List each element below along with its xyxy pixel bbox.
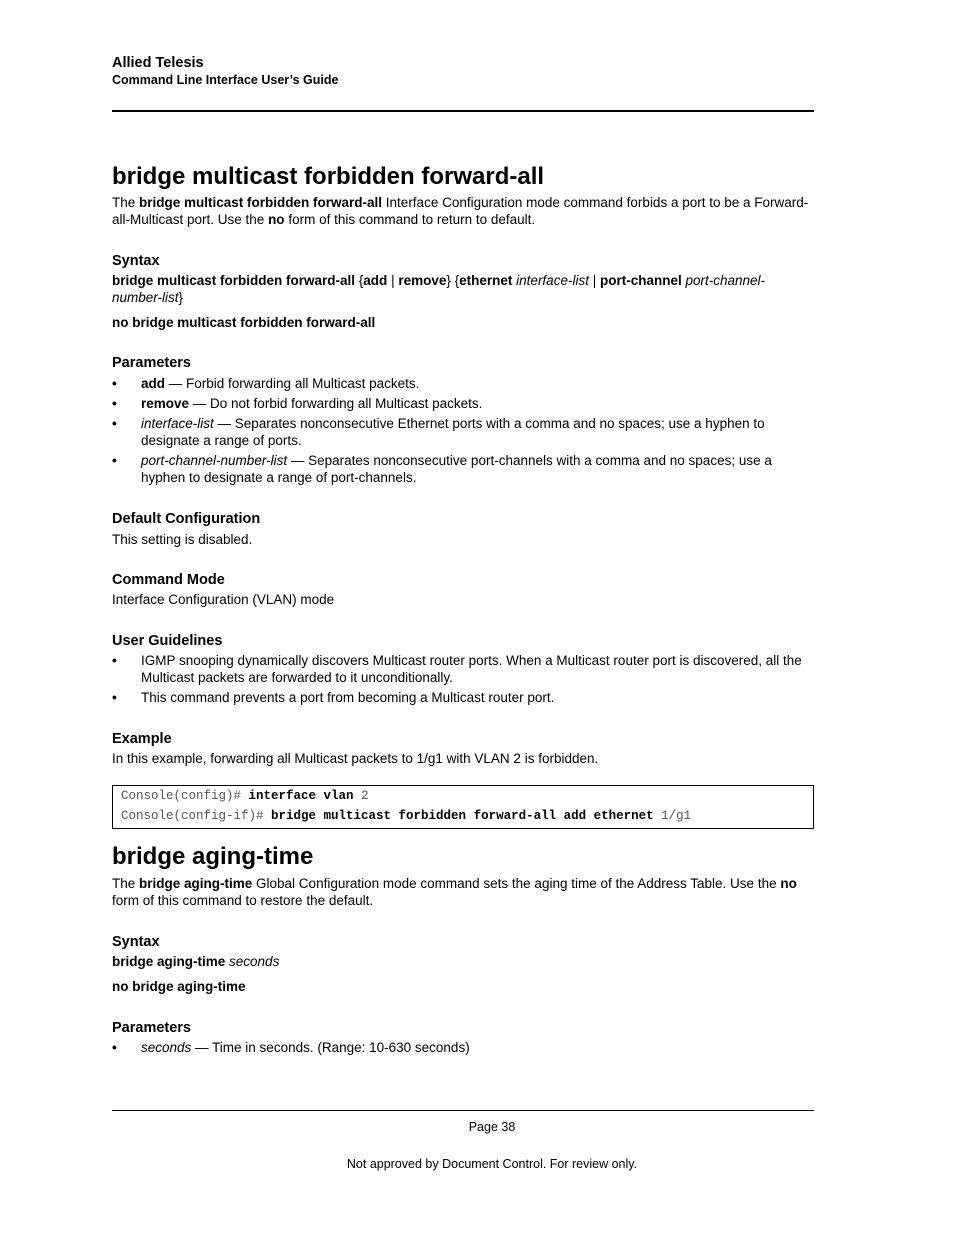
parameters-heading: Parameters xyxy=(112,355,191,371)
default-config-heading-block xyxy=(112,510,814,528)
review-notice: Not approved by Document Control. For review only. xyxy=(346,1157,638,1171)
list-item xyxy=(112,452,814,486)
intro-text: The xyxy=(112,195,140,210)
bullet-icon: • xyxy=(112,690,117,705)
intro-text: Interface Configuration mode command forbids a port to be a Forward-all-Multicast port. Use the xyxy=(112,195,809,227)
intro-text: form of this command to return to default. xyxy=(284,212,536,227)
parameters-heading: Parameters xyxy=(112,1020,191,1036)
param-term: add xyxy=(141,376,166,391)
command-mode-heading-block xyxy=(112,571,814,589)
code-argument: 1/g1 xyxy=(653,809,692,823)
intro-command: bridge multicast forbidden forward-all xyxy=(139,195,383,210)
code-argument: 2 xyxy=(353,789,369,803)
syntax-punct: | xyxy=(588,273,600,288)
syntax-arg-port-channel-list: port-channel-number-list xyxy=(112,273,766,305)
header-divider xyxy=(112,110,814,112)
param-desc: — Separates nonconsecutive Ethernet ports with a comma and no spaces; use a hyphen to designate a range of ports. xyxy=(141,416,765,448)
param-desc: — Forbid forwarding all Multicast packets. xyxy=(165,376,420,391)
param-term: port-channel-number-list xyxy=(141,453,288,468)
bullet-icon: • xyxy=(112,1040,117,1055)
section-bridge-aging-time xyxy=(112,843,814,871)
parameters-heading-block xyxy=(112,354,814,372)
syntax-punct: { xyxy=(355,273,364,288)
section-bridge-multicast-forbidden xyxy=(112,163,814,191)
example-text-block xyxy=(112,750,814,767)
example-heading-block xyxy=(112,730,814,748)
bullet-icon: • xyxy=(112,453,117,468)
no-form-line xyxy=(112,314,814,331)
intro-no-keyword: no xyxy=(268,212,285,227)
footer-divider xyxy=(112,1110,814,1111)
syntax-punct: | xyxy=(387,273,399,288)
syntax-keyword-port-channel: port-channel xyxy=(599,273,682,288)
code-prompt: Console(config)# xyxy=(121,789,249,803)
code-line xyxy=(121,787,369,805)
no-form-command: no bridge multicast forbidden forward-all xyxy=(112,315,376,330)
intro-command: bridge aging-time xyxy=(139,876,253,891)
section-intro xyxy=(112,875,814,909)
syntax-keyword-remove: remove xyxy=(398,273,447,288)
no-form-line xyxy=(112,978,814,995)
list-item xyxy=(112,1039,814,1056)
list-item xyxy=(112,395,814,412)
bullet-icon: • xyxy=(112,376,117,391)
parameters-list xyxy=(112,1039,814,1056)
list-item xyxy=(112,689,814,706)
guideline-text: This command prevents a port from becoming a Multicast router port. xyxy=(141,690,555,705)
param-term: interface-list xyxy=(141,416,214,431)
page-number: Page 38 xyxy=(468,1120,516,1134)
syntax-heading: Syntax xyxy=(112,934,160,950)
no-form-command: no bridge aging-time xyxy=(112,979,246,994)
param-desc: — Time in seconds. (Range: 10-630 seconds) xyxy=(191,1040,470,1055)
intro-text: form of this command to restore the default. xyxy=(112,893,374,908)
code-example-box xyxy=(112,785,814,829)
intro-no-keyword: no xyxy=(780,876,797,891)
example-text: In this example, forwarding all Multicast packets to 1/g1 with VLAN 2 is forbidden. xyxy=(112,751,599,766)
syntax-keyword-add: add xyxy=(363,273,388,288)
param-desc: — Separates nonconsecutive port-channels with a comma and no spaces; use a hyphen to designate a range of port-channels. xyxy=(141,453,772,485)
bullet-icon: • xyxy=(112,396,117,411)
section-title: bridge aging-time xyxy=(112,843,314,870)
syntax-punct: } xyxy=(178,290,184,305)
user-guidelines-heading: User Guidelines xyxy=(112,633,223,649)
syntax-command: bridge multicast forbidden forward-all xyxy=(112,273,356,288)
list-item xyxy=(112,652,814,686)
command-mode-text-block xyxy=(112,591,814,608)
syntax-arg-seconds: seconds xyxy=(229,954,280,969)
syntax-punct: } { xyxy=(446,273,460,288)
code-prompt: Console(config-if)# xyxy=(121,809,272,823)
syntax-line xyxy=(112,272,814,306)
intro-text: Global Configuration mode command sets the aging time of the Address Table. Use the xyxy=(252,876,781,891)
default-config-heading: Default Configuration xyxy=(112,511,261,527)
section-intro xyxy=(112,194,814,228)
code-line xyxy=(121,807,691,825)
parameters-list-block xyxy=(112,1039,814,1059)
bullet-icon: • xyxy=(112,416,117,431)
intro-text: The xyxy=(112,876,140,891)
param-term: remove xyxy=(141,396,190,411)
header-company: Allied Telesis xyxy=(112,55,204,71)
code-command: interface vlan xyxy=(248,789,354,803)
command-mode-text: Interface Configuration (VLAN) mode xyxy=(112,592,335,607)
default-config-text: This setting is disabled. xyxy=(112,532,253,547)
code-command: bridge multicast forbidden forward-all add ethernet xyxy=(271,809,654,823)
syntax-heading-block xyxy=(112,252,814,270)
parameters-heading-block xyxy=(112,1019,814,1037)
list-item xyxy=(112,375,814,392)
guideline-text: IGMP snooping dynamically discovers Multicast router ports. When a Multicast router port is discovered, all the Multicast packets are forwarded to it unconditionally. xyxy=(141,653,802,685)
syntax-keyword-ethernet: ethernet xyxy=(459,273,513,288)
bullet-icon: • xyxy=(112,653,117,668)
default-config-text-block xyxy=(112,531,814,548)
command-mode-heading: Command Mode xyxy=(112,572,225,588)
example-heading: Example xyxy=(112,731,172,747)
user-guidelines-heading-block xyxy=(112,632,814,650)
syntax-heading: Syntax xyxy=(112,253,160,269)
parameters-list xyxy=(112,375,814,486)
parameters-list-block xyxy=(112,375,814,489)
param-desc: — Do not forbid forwarding all Multicast packets. xyxy=(189,396,483,411)
syntax-heading-block xyxy=(112,933,814,951)
param-term: seconds xyxy=(141,1040,192,1055)
syntax-arg-interface-list: interface-list xyxy=(516,273,589,288)
list-item xyxy=(112,415,814,449)
user-guidelines-list xyxy=(112,652,814,706)
syntax-line xyxy=(112,953,814,970)
header-guide-title: Command Line Interface User’s Guide xyxy=(112,73,339,87)
syntax-command: bridge aging-time xyxy=(112,954,226,969)
section-title: bridge multicast forbidden forward-all xyxy=(112,163,545,190)
user-guidelines-list-block xyxy=(112,652,814,709)
